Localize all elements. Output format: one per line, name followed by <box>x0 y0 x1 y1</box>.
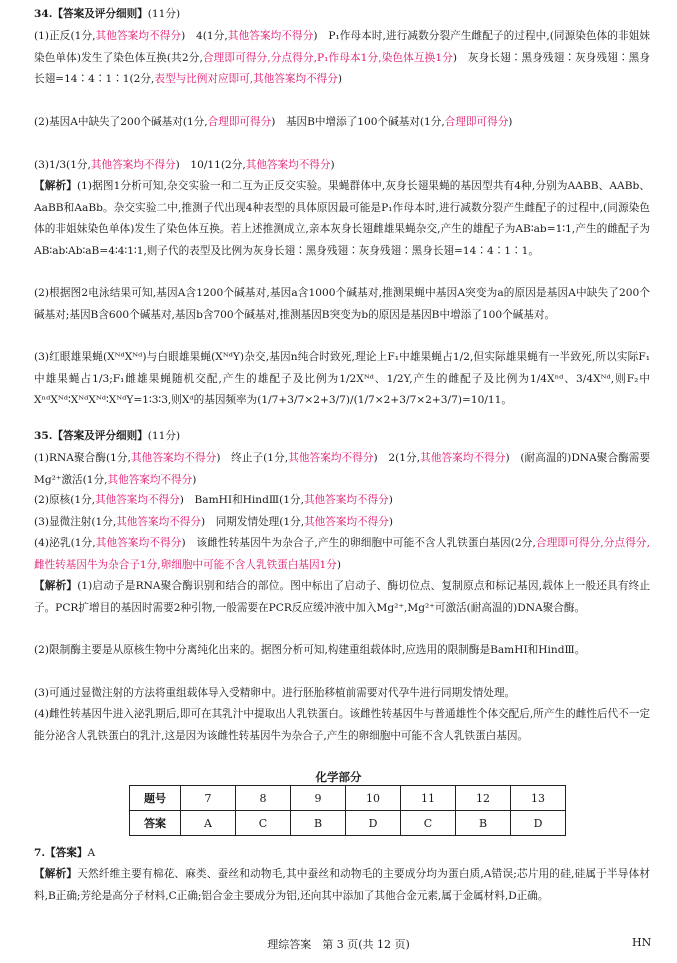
q34-header <box>34 4 650 26</box>
question-number-cell: 7 <box>181 786 236 811</box>
chemistry-answer-table <box>129 785 566 836</box>
answer-text: ) BamHⅠ和HindⅢ(1分, <box>179 494 304 506</box>
q34-analysis-1 <box>34 176 650 262</box>
q34-analysis-3: (3)红眼雄果蝇(XᴺᵈXᴺᵈ)与白眼雄果蝇(XᴺᵈY)杂交,基因n纯合时致死,理论上F₁中雄果蝇占1/2,但实际雄果蝇有一半致死,所以实际F₁中雄果蝇占1/3;F₁雌雄果蝇随机交配,产生的雄配子及比例为1/2Xᴺᵈ、1/2Y,产生的雌配子及比例为1/4Xⁿᵈ、3/4Xᴺᵈ,则F₂中XⁿᵈXᴺᵈ∶XᴺᵈXᴺᵈ∶XᴺᵈY=1∶3∶3,则Xᵈ的基因频率为(1/7+3/7×2+3/7)/(1/7×2+3/7×2+3/7)=10/11。 <box>34 351 650 406</box>
scoring-note: 其他答案均不得分 <box>303 494 389 506</box>
scoring-note: 其他答案均不得分 <box>95 494 180 506</box>
scoring-note: 其他答案均不得分 <box>245 159 331 171</box>
question-number-cell: 10 <box>346 786 401 811</box>
q35-header <box>34 426 650 448</box>
answer-text: ) 终止子(1分, <box>216 452 289 464</box>
q34-number: 34. <box>34 8 53 20</box>
question-number-cell: 8 <box>236 786 291 811</box>
answer-text: ) (耐高温的)DNA聚合酶需要Mg²⁺激活(1分, <box>34 452 651 486</box>
answer-text: (3)1/3(1分, <box>34 159 91 171</box>
scoring-note: 其他答案均不得分 <box>90 159 176 171</box>
answer-text: ) 4(1分, <box>181 30 228 42</box>
chemistry-section-title: 化学部分 <box>315 770 362 784</box>
answer-cell: B <box>456 811 511 836</box>
question-number-cell: 9 <box>291 786 346 811</box>
q35-analysis-1-text: (1)启动子是RNA聚合酶识别和结合的部位。图中标出了启动子、酶切位点、复制原点和标记基因,载体上一般还具有终止子。PCR扩增目的基因时需要2种引物,一般需要在PCR反应缓冲液中加入Mg²⁺,Mg²⁺可激活(耐高温的)DNA聚合酶。 <box>34 580 651 614</box>
q7-number: 7. <box>34 847 46 859</box>
scoring-note: 合理即可得分,分点得分,雌性转基因牛为杂合子1分,卵细胞中可能不含人乳铁蛋白基因1分 <box>34 537 651 571</box>
q34-answer-1 <box>34 26 650 91</box>
question-number-cell: 12 <box>456 786 511 811</box>
page-footer: 理综答案 第 3 页(共 12 页) <box>267 938 410 951</box>
answer-text: (3)显微注射(1分, <box>34 516 117 528</box>
scoring-note: 其他答案均不得分 <box>227 30 314 42</box>
q34-answer-2 <box>34 112 650 134</box>
q35-number: 35. <box>34 430 53 442</box>
q35-answer-1 <box>34 448 650 491</box>
q7-analysis-label: 【解析】 <box>34 868 78 880</box>
scoring-note: 合理即可得分 <box>207 116 272 128</box>
q7-analysis <box>34 864 650 907</box>
scoring-note: 其他答案均不得分 <box>130 452 217 464</box>
q34-analysis-2: (2)根据图2电泳结果可知,基因A含1200个碱基对,基因a含1000个碱基对,推测果蝇中基因A突变为a的原因是基因A中缺失了200个碱基对;基因B含600个碱基对,基因b含700个碱基对,推测基因B突变为b的原因是基因B中增添了100个碱基对。 <box>34 287 650 321</box>
scoring-note: 其他答案均不得分 <box>288 452 374 464</box>
answer-cell: C <box>236 811 291 836</box>
row-label-answer: 答案 <box>130 811 181 836</box>
q7-analysis-text: 天然纤维主要有棉花、麻类、蚕丝和动物毛,其中蚕丝和动物毛的主要成分均为蛋白质,A错误;芯片用的硅,硅属于半导体材料,B正确;芳纶是高分子材料,C正确;铝合金主要成分为铝,还向其中添加了其他合金元素,属于金属材料,D正确。 <box>34 868 651 902</box>
q35-analysis-label: 【解析】 <box>34 580 78 592</box>
answer-text: ) 2(1分, <box>373 452 421 464</box>
answer-cell: B <box>291 811 346 836</box>
q35-score: (11分) <box>147 430 181 442</box>
q35-answer-2 <box>34 490 650 512</box>
q35-answer-label: 【答案及评分细则】 <box>52 430 148 442</box>
scoring-note: 其他答案均不得分 <box>116 516 201 528</box>
q35-analysis-4: (4)雌性转基因牛进入泌乳期后,即可在其乳汁中提取出人乳铁蛋白。该雌性转基因牛与普通雄性个体交配后,所产生的雌性后代不一定能分泌含人乳铁蛋白的乳汁,这是因为该雌性转基因牛为杂合子,产生的卵细胞中可能不含人乳铁蛋白基因。 <box>34 708 650 742</box>
q34-analysis-label: 【解析】 <box>34 180 77 192</box>
scoring-note: 其他答案均不得分 <box>95 30 182 42</box>
answer-text: (2)原核(1分, <box>34 494 96 506</box>
question-number-cell: 11 <box>401 786 456 811</box>
scoring-note: 其他答案均不得分 <box>420 452 506 464</box>
answer-cell: D <box>346 811 401 836</box>
q34-score: (11分) <box>147 8 181 20</box>
q7-header <box>34 843 650 865</box>
scoring-note: 其他答案均不得分 <box>304 516 389 528</box>
answer-text: ) 10/11(2分, <box>175 159 246 171</box>
q35-analysis-3: (3)可通过显微注射的方法将重组载体导入受精卵中。进行胚胎移植前需要对代孕牛进行同期发情处理。 <box>34 687 516 699</box>
scoring-note: 其他答案均不得分 <box>107 473 193 486</box>
answer-text: ) 基因B中增添了100个碱基对(1分, <box>271 116 445 128</box>
answer-text: ) <box>508 116 513 128</box>
q34-answer-3 <box>34 155 650 177</box>
question-number-cell: 13 <box>511 786 566 811</box>
q34-analysis-1-text: (1)据图1分析可知,杂交实验一和二互为正反交实验。果蝇群体中,灰身长翅果蝇的基因型共有4种,分别为AABB、AABb、AaBB和AaBb。杂交实验二中,推测子代出现4种表型的具体原因最可能是P₁作母本时,进行减数分裂产生雌配子的过程中,(同源染色体的非姐妹染色单体)发生了染色体互换。若上述推测成立,亲本灰身长翅雌雄果蝇杂交,产生的雄配子为AB∶ab=1∶1,产生的雌配子为AB∶ab∶Ab∶aB=4∶4∶1∶1,则子代的表型及比例为灰身长翅∶黑身残翅∶灰身残翅∶黑身长翅=14∶4∶1∶1。 <box>34 180 651 257</box>
answer-text: ) 灰身长翅∶黑身残翅∶灰身残翅∶黑身长翅=14∶4∶1∶1(2分, <box>34 51 650 85</box>
answer-text: (1)正反(1分, <box>34 30 96 42</box>
scoring-note: 合理即可得分,分点得分,P₁作母本1分,染色体互换1分 <box>202 51 453 64</box>
q7-answer-label: 【答案】 <box>45 847 88 859</box>
answer-cell: A <box>181 811 236 836</box>
q35-answer-3 <box>34 512 650 534</box>
answer-text: ) <box>336 558 342 571</box>
answer-cell: C <box>401 811 456 836</box>
row-label-number: 题号 <box>130 786 181 811</box>
answer-cell: D <box>511 811 566 836</box>
answer-text: ) P₁作母本时,进行减数分裂产生雌配子的过程中,(同源染色体的非姐妹染色单体)发生了染色体互换(共2分, <box>34 30 651 64</box>
scoring-note: 表型与比例对应即可,其他答案均不得分 <box>154 73 338 85</box>
q35-analysis-1 <box>34 576 650 619</box>
answer-text: ) <box>337 73 342 85</box>
answer-text: ) 该雌性转基因牛为杂合子,产生的卵细胞中可能不含人乳铁蛋白基因(2分, <box>181 537 536 549</box>
answer-text: (2)基因A中缺失了200个碱基对(1分, <box>34 116 208 128</box>
region-code: HN <box>632 936 652 949</box>
scoring-note: 其他答案均不得分 <box>95 537 182 549</box>
answer-text: ) <box>192 473 197 486</box>
q35-answer-4 <box>34 533 650 576</box>
answer-text: ) 同期发情处理(1分, <box>200 516 305 528</box>
q34-answer-label: 【答案及评分细则】 <box>52 8 148 20</box>
answer-text: ) <box>388 516 393 528</box>
scoring-note: 合理即可得分 <box>444 116 509 128</box>
answer-text: (1)RNA聚合酶(1分, <box>34 452 131 464</box>
answer-text: ) <box>388 494 393 506</box>
answer-text: (4)泌乳(1分, <box>34 537 96 549</box>
table-row-answers <box>130 811 566 836</box>
answer-text: ) <box>330 159 335 171</box>
q7-answer: A <box>87 847 96 859</box>
q35-analysis-2: (2)限制酶主要是从原核生物中分离纯化出来的。据图分析可知,构建重组载体时,应选用的限制酶是BamHⅠ和HindⅢ。 <box>34 644 586 656</box>
table-row-numbers <box>130 786 566 811</box>
